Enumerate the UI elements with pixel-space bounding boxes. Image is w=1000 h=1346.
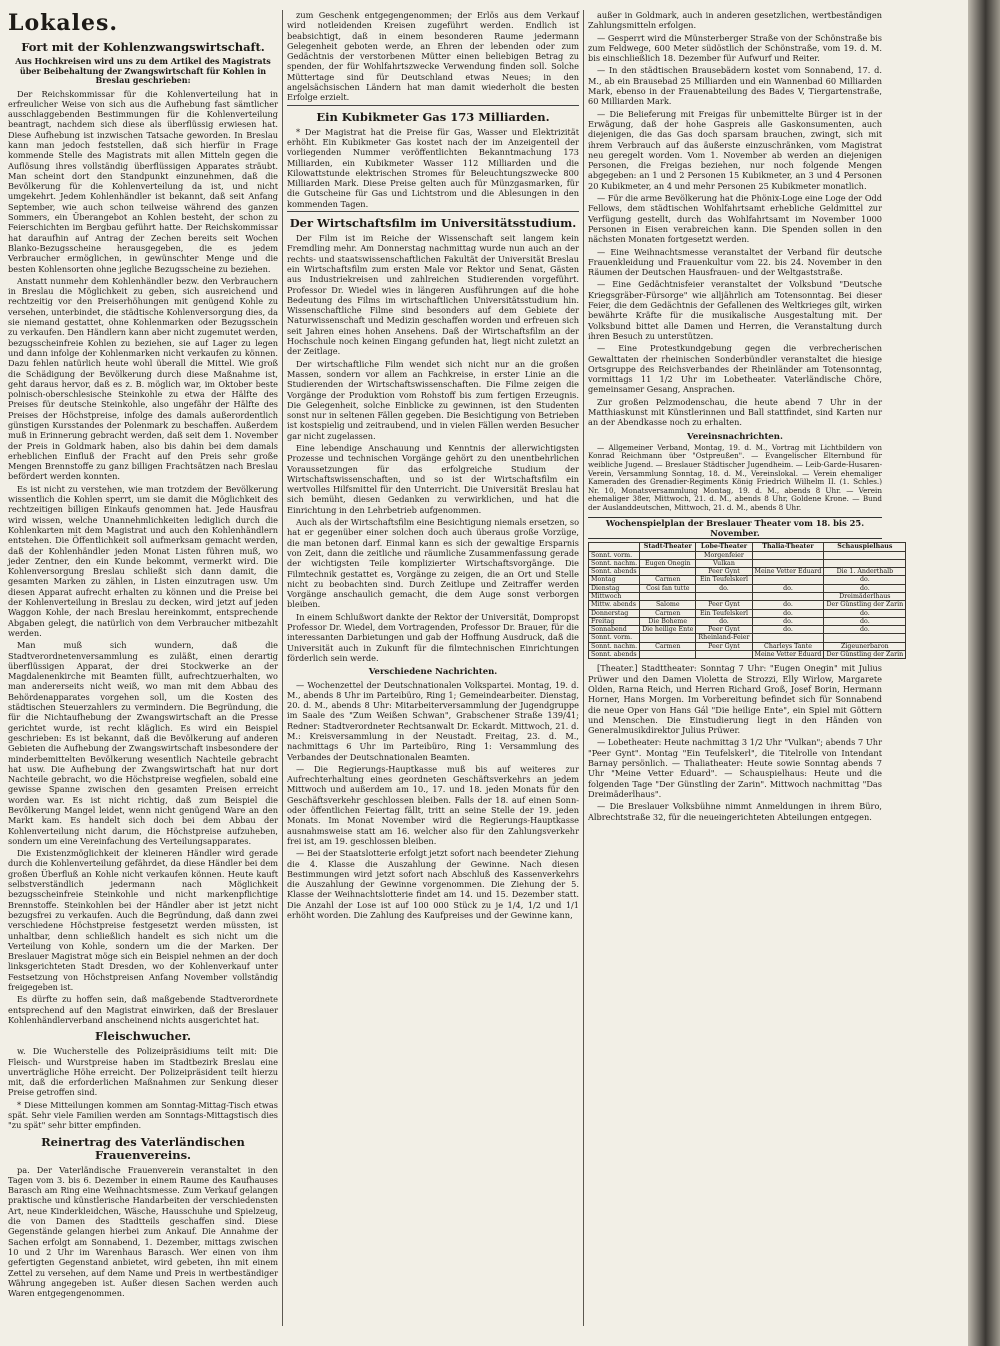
schedule-cell xyxy=(640,651,696,659)
schedule-cell: Peer Gynt xyxy=(696,568,752,576)
table-header-cell: Thalia-Theater xyxy=(752,543,824,551)
article-paragraph: pa. Der Vaterländische Frauenverein veranstaltet in den Tagen vom 3. bis 6. Dezember in einem Raume des Kaufhauses Barasch am Ring eine Weihnachtsmesse. Zum Verkauf gelangen praktische und künstlerische Handarbeiten der verschiedensten Art, neue Kinderkleidchen, Wäsche, Hausschuhe und Spielzeug, die von Damen des Stadtteils geschaffen sind. Diese Gegenstände gelangen hierbei zum Ankauf. Die Annahme der Sachen erfolgt am Sonnabend, 1. Dezember, mittags zwischen 10 und 2 Uhr im Warenhaus Barasch. Wer einen von ihm gefertigten Gegenstand anbietet, wird gebeten, ihn mit einem Zettel zu versehen, auf dem Name und Preis in wertbeständiger Währung angegeben ist. Außer diesen Sachen werden auch Waren entgegengenommen. xyxy=(8,1164,278,1299)
table-row xyxy=(589,642,906,650)
column-rule xyxy=(282,10,283,1326)
article-headline: Reinertrag des Vaterländischen Frauenvereins. xyxy=(41,1134,245,1162)
table-header-cell: Schauspielhaus xyxy=(824,543,906,551)
table-header-cell: Lobe-Theater xyxy=(696,543,752,551)
schedule-day-cell: Sonnt. nachm. xyxy=(589,642,640,650)
news-item: außer in Goldmark, auch in anderen gesetzlichen, wertbeständigen Zahlungsmitteln erfolgen. xyxy=(588,10,882,31)
schedule-cell: Eugen Onegin xyxy=(640,559,696,567)
table-header-cell: Stadt-Theater xyxy=(640,543,696,551)
column-rule xyxy=(583,10,584,1326)
club-notices: — Allgemeiner Verband, Montag, 19. d. M., Vortrag mit Lichtbildern von Konrad Reichmann über "Ostpreußen". — Evangelischer Elternbund für weibliche Jugend. — Breslauer Städtischer Jugendheim. — Leib-Garde-Husaren-Verein, Versammlung Sonntag, 18. d. M., Vereinslokal. — Verein ehemaliger Kameraden des Grenadier-Regiments König Friedrich Wilhelm II. (1. Schles.) Nr. 10, Monatsversammlung Montag, 19. d. M., abends 8 Uhr. — Verein ehemaliger 38er, Mittwoch, 21. d. M., abends 8 Uhr, Goldene Krone. — Bund der Auslanddeutschen, Mittwoch, 21. d. M., abends 8 Uhr. xyxy=(588,442,882,513)
schedule-cell: Meine Vetter Eduard xyxy=(752,651,824,659)
schedule-cell: Der Günstling der Zarin xyxy=(824,601,906,609)
news-item: — Für die arme Bevölkerung hat die Phönix-Loge eine Loge der Odd Fellows, dem städtischen Wohlfahrtsamt erhebliche Geldmittel zur Verfügung gestellt, durch das Wohlfahrtsamt im November 1000 Personen in Eisen verabreichen kann. Die Spenden sollen in den nächsten Monaten fortgesetzt werden. xyxy=(588,193,883,245)
table-row xyxy=(589,568,906,576)
schedule-cell xyxy=(824,559,906,567)
news-item: — In den städtischen Brausebädern kostet vom Sonnabend, 17. d. M., ab ein Brausebad 25 Milliarden und ein Wannenbad 60 Milliarden Mark, ebenso in der Frauenabteilung des Bades V, Tiergartenstraße, 60 Milliarden Mark. xyxy=(588,65,882,107)
schedule-cell: Ein Teufelskerl xyxy=(696,576,752,584)
page-binding-edge xyxy=(968,0,1000,1346)
column-2 xyxy=(287,10,579,1326)
schedule-cell: Carmen xyxy=(640,642,696,650)
article-paragraph: Es dürfte zu hoffen sein, daß maßgebende Stadtverordnete entsprechend auf den Magistrat einwirken, daß der Breslauer Kohlenhändlerverband anscheinend nichts ausgerichtet hat. xyxy=(8,994,278,1025)
divider xyxy=(287,211,579,212)
table-row xyxy=(589,626,906,634)
schedule-cell: do. xyxy=(824,617,906,625)
table-row xyxy=(589,559,906,567)
news-item: — Bei der Staatslotterie erfolgt jetzt sofort nach beendeter Ziehung die 4. Klasse die Auszahlung der Gewinne. Nach diesen Bestimmungen wird jetzt sofort nach Abschluß des Kassenverkehrs die Auszahlung der Gewinne vorgenommen. Die Ziehung der 5. Klasse der Weihnachtslotterie findet am 14. und 15. Dezember statt. Die Anzahl der Lose ist auf 100 000 Stück zu je 1/4, 1/2 und 1/1 erhöht worden. Die Zahlung des Kaufpreises und der Gewinne kann, xyxy=(287,848,579,921)
table-header-row xyxy=(589,543,906,551)
schedule-day-cell: Sonnt. vorm. xyxy=(589,551,640,559)
table-row xyxy=(589,601,906,609)
schedule-cell xyxy=(752,593,824,601)
schedule-cell: Cosi fan tutte xyxy=(640,584,696,592)
news-item: — Die Breslauer Volksbühne nimmt Anmeldungen in ihrem Büro, Albrechtstraße 32, für die neueingerichteten Abteilungen entgegen. xyxy=(588,801,882,822)
schedule-cell: do. xyxy=(752,609,824,617)
schedule-cell: Carmen xyxy=(640,609,696,617)
article-lead: Aus Hochkreisen wird uns zu dem Artikel des Magistrats über Beibehaltung der Zwangswirtschaft für Kohlen in Breslau geschrieben: xyxy=(15,56,271,85)
column-3 xyxy=(588,10,904,1326)
table-row xyxy=(589,634,906,642)
table-row xyxy=(589,584,906,592)
theater-schedule-title: Wochenspielplan der Breslauer Theater vom 18. bis 25. November. xyxy=(588,517,882,540)
article-paragraph: w. Die Wucherstelle des Polizeipräsidiums teilt mit: Die Fleisch- und Wurstpreise haben im Stadtbezirk Breslau eine unverträgliche Höhe erreicht. Der Polizeipräsident teilt hierzu mit, daß die erforderlichen Maßnahmen zur Senkung dieser Preise getroffen sind. xyxy=(8,1046,278,1098)
table-row xyxy=(589,593,906,601)
schedule-day-cell: Sonnabend xyxy=(589,626,640,634)
schedule-cell: Morgenfeier xyxy=(696,551,752,559)
schedule-cell: Salome xyxy=(640,601,696,609)
article-paragraph: Man muß sich wundern, daß die Stadtverordnetenversammlung es zuläßt, einen derartig überflüssigen Apparat, der drei Stockwerke an der Magdalenenkirche mit Beamten füllt, aufrechtzuerhalten, wo man andererseits nicht weiß, wo man mit dem Abbau des Behördenapparates vorgehen soll, um die Kosten des städtischen Steuerzahlers zu vermindern. Die Begründung, die für die Nichtaufhebung der Zwangswirtschaft an die Presse gerichtet wurde, ist recht kläglich. Es wird ein Beispiel geschrieben: Es ist bekannt, daß die Bevölkerung auf anderen Gebieten die Aufhebung der Zwangswirtschaft insbesondere der minderbemittelten Bevölkerung wesentlich Nachteile gebracht hat usw. Die Aufhebung der Zwangswirtschaft hat nur dort Nachteile gebracht, wo die Höchstpreise wegfielen, sobald eine gewisse Spanne zwischen den gesamten Preisen erreicht worden war. Es ist nicht richtig, daß zum Beispiel die Bevölkerung Mangel leidet, wenn nicht genügend Ware an den Markt kam. Es handelt sich doch bei dem Abbau der Kohlenverteilung nicht darum, die Höchstpreise aufzuheben, sondern um eine Vereinfachung des Verteilungsapparates. xyxy=(8,640,278,846)
schedule-cell xyxy=(752,551,824,559)
article-paragraph: Eine lebendige Anschauung und Kenntnis der allerwichtigsten Prozesse und technischen Vorgänge gehört zu den unentbehrlichen Voraussetzungen für das erfolgreiche Studium der Wirtschaftswissenschaften, und so ist der Wirtschaftsfilm ein wertvolles Hilfsmittel für den Unterricht. Die Universität Breslau hat sich bemüht, diesen Gedanken zu verwirklichen, und hat die Einrichtung in den Lehrbetrieb aufgenommen. xyxy=(287,442,579,515)
schedule-day-cell: Montag xyxy=(589,576,640,584)
news-item: — Eine Protestkundgebung gegen die verbrecherischen Gewalttaten der rheinischen Sonderbündler veranstaltet die hiesige Ortsgruppe des Reichsverbandes der Rheinländer am Totensonntag, vormittags 11 1/2 Uhr im Lobetheater. Vaterländische Chöre, gemeinsamer Gesang, Ansprachen. xyxy=(588,343,882,395)
news-item: — Die Belieferung mit Freigas für unbemittelte Bürger ist in der Erwägung, daß der hohe Gaspreis alle Gaskonsumenten, auch diejenigen, die das Gas doch sparsam brauchen, zwingt, sich mit ihrem Verbrauch auf das äußerste einzuschränken, vom Magistrat neu geregelt worden. Vom 1. November ab werden an diejenigen Personen, die Freigas beziehen, nur noch folgende Mengen abgegeben: an 1 und 2 Personen 15 Kubikmeter, an 3 und 4 Personen 20 Kubikmeter, an 4 und mehr Personen 25 Kubikmeter monatlich. xyxy=(588,108,882,191)
theater-schedule-table xyxy=(588,542,906,659)
article-paragraph: Der Reichskommissar für die Kohlenverteilung hat in erfreulicher Weise von sich aus die Aufhebung fast sämtlicher ausschlaggebenden Bestimmungen für die Kohlenverteilung beantragt, nachdem sich diese als überflüssig erwiesen hat. Diese Aufhebung ist inzwischen Tatsache geworden. In Breslau kann man jedoch feststellen, daß sich hierfür in Frage kommende Stelle des Magistrats mit allen Mitteln gegen die Auflösung ihres vollständig überflüssigen Apparates sträubt. Man scheint dort den Standpunkt einzunehmen, daß die Bevölkerung für die Kohlenverteilung da ist, und nicht umgekehrt. Jedem Kohlenhändler ist bekannt, daß seit Anfang September, wie auch schon teilweise während des ganzen Sommers, ein Überangebot an Kohlen besteht, der schon zu Feierschichten im Bergbau geführt hatte. Der Reichskommissar hat daraufhin auf Antrag der Zechen bereits seit Wochen Blanko-Bezugsscheine herausgegeben, die es jedem Verbraucher ermöglichen, in gewünschter Menge und die besten Kohlensorten ohne jegliche Bezugsscheine zu beziehen. xyxy=(8,88,278,274)
schedule-cell xyxy=(752,634,824,642)
schedule-cell: Vulkan xyxy=(696,559,752,567)
schedule-day-cell: Mittw. abends xyxy=(589,601,640,609)
column-1 xyxy=(8,10,278,1326)
schedule-cell: Der Günstling der Zarin xyxy=(824,651,906,659)
schedule-cell: do. xyxy=(824,576,906,584)
schedule-cell: Rheinland-Feier xyxy=(696,634,752,642)
news-item: — Lobetheater: Heute nachmittag 3 1/2 Uhr "Vulkan"; abends 7 Uhr "Peer Gynt". Montag "Ein Teufelskerl", die Titelrolle von Intendant Barnay persönlich. — Thaliatheater: Heute sowie Sonntag abends 7 Uhr "Meine Vetter Eduard". — Schauspielhaus: Heute und die folgenden Tage "Der Günstling der Zarin". Mittwoch nachmittag "Das Dreimäderlhaus". xyxy=(588,737,882,799)
article-paragraph: Es ist nicht zu verstehen, wie man trotzdem der Bevölkerung wissentlich die Kohlen sperrt, um sie damit die Möglichkeit des rechtzeitigen billigen Einkaufs genommen hat. Jede Hausfrau wird wissen, welche Unannehmlichkeiten lediglich durch die Kohlenkarten mit dem Magistrat und auch den Kohlenhändlern entstehen. Die Öffentlichkeit soll aufmerksam gemacht werden, daß der Kohlenhändler jeden Monat Listen führen muß, wo jeder Zentner, den ein Kunde bekommt, vermerkt wird. Die Kohlenversorgung Breslau schließt sich dann damit, die gesamten Marken zu zählen, in Listen einzutragen usw. Um diesen Apparat aufrecht erhalten zu können und die Preise bei der Kohlenverteilung in Breslau zu decken, wird jetzt auf jeden Waggon Kohle, der nach Breslau hereinkommt, entsprechende Abgaben gelegt, die natürlich von dem Verbraucher mitbezahlt werden. xyxy=(8,483,278,638)
section-subheading: Verschiedene Nachrichten. xyxy=(368,667,498,678)
schedule-cell: do. xyxy=(824,609,906,617)
news-item: — Eine Weihnachtsmesse veranstaltet der Verband für deutsche Frauenkleidung und Frauenkultur vom 22. bis 24. November in den Räumen der Deutschen Hausfrauen- und der Weltgaststraße. xyxy=(588,246,882,278)
table-header-cell xyxy=(589,543,640,551)
schedule-day-cell: Sonnt. nachm. xyxy=(589,559,640,567)
news-item: — Gesperrt wird die Münsterberger Straße von der Schönstraße bis zum Feldwege, 600 Meter südöstlich der Schönstraße, vom 19. d. M. bis einschließlich 18. Dezember für Aufwurf und Reiter. xyxy=(588,32,882,64)
article-paragraph: Die Existenzmöglichkeit der kleineren Händler wird gerade durch die Kohlenverteilung gefährdet, da diese Händler bei dem großen Überfluß an Kohle nicht verkaufen können. Heute kauft selbstverständlich jedermann nach Möglichkeit bezugsscheinfreie Steinkohle und nicht markenpflichtige Brennstoffe. Steinkohlen bei der Händler aber ist jetzt nicht bezugsfrei zu verkaufen. Auch die Begründung, daß dann zwei verschiedene Höchstpreise festgesetzt werden müssten, ist unhaltbar, denn schließlich handelt es sich nicht um die Verteilung von Kohle, sondern um die der Marken. Der Breslauer Magistrat möge sich ein Beispiel nehmen an der doch linksgerichteten Stadt Dresden, wo der Kohlenverkauf unter Festsetzung von Höchstpreisen Anfang November vollständig freigegeben ist. xyxy=(8,848,278,993)
schedule-cell: do. xyxy=(696,617,752,625)
schedule-cell: Die Boheme xyxy=(640,617,696,625)
schedule-cell xyxy=(696,593,752,601)
schedule-cell xyxy=(640,634,696,642)
schedule-cell: Meine Vetter Eduard xyxy=(752,568,824,576)
schedule-cell xyxy=(752,559,824,567)
schedule-day-cell: Dienstag xyxy=(589,584,640,592)
schedule-cell: do. xyxy=(752,617,824,625)
article-paragraph: Anstatt nunmehr dem Kohlenhändler bezw. den Verbrauchern in Breslau die Möglichkeit zu geben, sich ausreichend und rechtzeitig vor den Preiserhöhungen mit genügend Kohle zu versehen, unterbindet, die städtische Kohlenversorgung dies, da sie niemand gestattet, ohne Kohlenmarken oder Bezugsschein zu verkaufen. Den Händlern kann aber nicht zugemutet werden, bezugsscheinfreie Kohlen zu beziehen, sie auf Lager zu legen und dann infolge der Kohlenmarken nicht verkaufen zu können. Dazu fehlen natürlich heute wohl überall die Mittel. Wie groß die Schädigung der Bevölkerung durch diese Maßnahme ist, geht daraus hervor, daß es z. B. möglich war, im Oktober beste polnisch-oberschlesische Steinkohle zu etwa der Hälfte des Preises für deutsche Steinkohle, also ungefähr der Hälfte des Preises der Höchstpreise, infolge des damals außerordentlich günstigen Kursstandes der Polenmark zu beschaffen. Außerdem muß in Erinnerung gebracht werden, daß seit dem 1. November der Preis in Goldmark haben, also bis dahin bei dem damals erheblichen Einfluß der Fracht auf den Preis sehr große Mengen Brennstoffe zu ganz billigen Frachtsätzen nach Breslau befördert werden konnten. xyxy=(8,275,278,482)
schedule-day-cell: Sonnt. vorm. xyxy=(589,634,640,642)
schedule-cell: Dreimäderlhaus xyxy=(824,593,906,601)
schedule-cell xyxy=(824,551,906,559)
schedule-day-cell: Donnerstag xyxy=(589,609,640,617)
article-headline: Ein Kubikmeter Gas 173 Milliarden. xyxy=(316,109,550,124)
divider xyxy=(287,105,579,106)
schedule-cell: Die 1. Anderthalb xyxy=(824,568,906,576)
article-paragraph: Der wirtschaftliche Film wendet sich nicht nur an die großen Massen, sondern vor allem an Fachkreise, in erster Linie an die Studierenden der Wirtschaftswissenschaften. Die Filme zeigen die Vorgänge der Produktion vom Rohstoff bis zum fertigen Erzeugnis. Die Gelegenheit, solche Einblicke zu gewinnen, ist den Studenten sonst nur in seltenen Fällen gegeben. Die Besichtigung von Betrieben ist kostspielig und zeitraubend, und in vielen Fällen werden Besucher gar nicht zugelassen. xyxy=(287,358,579,441)
schedule-cell: do. xyxy=(752,584,824,592)
schedule-cell xyxy=(696,651,752,659)
schedule-cell: do. xyxy=(824,584,906,592)
schedule-day-cell: Mittwoch xyxy=(589,593,640,601)
schedule-cell: Die heilige Ente xyxy=(640,626,696,634)
article-paragraph: Der Film ist im Reiche der Wissenschaft seit langem kein Fremdling mehr. Am Donnerstag nachmittag wurde nun auch an der rechts- und staatswissenschaftlichen Fakultät der Universität Breslau ein Wirtschaftsfilm zum ersten Male vor Rektor und Senat, Gästen aus Industriekreisen und zahlreichen Studierenden vorgeführt. Professor Dr. Wiedel wies in längeren Ausführungen auf die hohe Bedeutung des Films im wirtschaftlichen Universitätsstudium hin. Wissenschaftliche Filme sind besonders auf dem Gebiete der Naturwissenschaft und Medizin geschaffen worden und erfreuen sich seit Jahren eines hohen Ansehens. Daß der Wirtschaftsfilm an der Hochschule noch keinen Eingang gefunden hat, liegt nicht zuletzt an der Zeitlage. xyxy=(287,233,579,357)
schedule-cell: do. xyxy=(824,626,906,634)
schedule-cell: Ein Teufelskerl xyxy=(696,609,752,617)
schedule-cell: Peer Gynt xyxy=(696,626,752,634)
article-paragraph: zum Geschenk entgegengenommen; der Erlös aus dem Verkauf wird notleidenden Kreisen zugeführt werden. Endlich ist beabsichtigt, daß in einem besonderen Raume jedermann Gelegenheit geboten werde, an Ehren der lebenden oder zum Gedächtnis der verstorbenen Mütter einen beliebigen Betrag zu spenden, der für Wohlfahrtszwecke Verwendung finden soll. Solche Müttertage sind für Deutschland etwas Neues; in den angelsächsischen Ländern hat man damit wiederholt die besten Erfolge erzielt. xyxy=(287,10,579,103)
schedule-cell: Carmen xyxy=(640,576,696,584)
article-headline: Fleischwucher. xyxy=(94,1029,191,1044)
schedule-cell xyxy=(752,576,824,584)
schedule-cell: do. xyxy=(696,584,752,592)
news-item: — Wochenzettel der Deutschnationalen Volkspartei. Montag, 19. d. M., abends 8 Uhr im Parteibüro, Ring 1; Gemeindearbeiter. Dienstag, 20. d. M., abends 8 Uhr: Mitarbeiterversammlung der Jugendgruppe im Saale des "Zum Weißen Schwan", Grabschener Straße 139/41; Redner: Stadtverordneter Rechtsanwalt Dr. Eckardt. Mittwoch, 21. d. M.: Kreisversammlung in der Neustadt. Freitag, 23. d. M., nachmittags 6 Uhr im Parteibüro, Ring 1: Versammlung des Verbandes der Deutschnationalen Beamten. xyxy=(287,679,579,762)
article-headline: Fort mit der Kohlenzwangswirtschaft. xyxy=(21,40,265,54)
schedule-day-cell: Freitag xyxy=(589,617,640,625)
schedule-cell: Peer Gynt xyxy=(696,601,752,609)
section-subheading: Vereinsnachrichten. xyxy=(687,431,783,442)
news-item: — Eine Gedächtnisfeier veranstaltet der Volksbund "Deutsche Kriegsgräber-Fürsorge" wie alljährlich am Totensonntag. Bei dieser Feier, die dem Gedächtnis der Gefallenen des Weltkrieges gilt, wirken bewährte Kräfte für die musikalische Ausgestaltung mit. Der Volksbund bittet alle Damen und Herren, die Veranstaltung durch ihren Besuch zu unterstützen. xyxy=(588,279,882,341)
table-row xyxy=(589,617,906,625)
schedule-cell xyxy=(640,593,696,601)
news-item: [Theater.] Stadttheater: Sonntag 7 Uhr: "Eugen Onegin" mit Julius Prüwer und den Damen Violetta de Strozzi, Elly Wirlow, Margarete Olden, Rarna Reich, und Herren Richard Groß, Josef Borin, Hermann Horner, Hans Morgen. Im Vorbereitung befindet sich für Sonnabend die neue Oper von Hans Gál "Die heilige Ente", ein Spiel mit Göttern und Menschen. Die Einstudierung liegt in den Händen von Generalmusikdirektor Julius Prüwer. xyxy=(588,663,882,736)
article-paragraph: * Diese Mitteilungen kommen am Sonntag-Mittag-Tisch etwas spät. Sehr viele Familien werden am Sonntags-Mittagstisch dies "zu spät" sehr bitter empfinden. xyxy=(8,1099,278,1131)
schedule-cell: Charleys Tante xyxy=(752,642,824,650)
schedule-cell: Peer Gynt xyxy=(696,642,752,650)
schedule-cell xyxy=(640,568,696,576)
schedule-day-cell: Sonnt. abends xyxy=(589,568,640,576)
news-item: Zur großen Pelzmodenschau, die heute abend 7 Uhr in der Matthiaskunst mit Künstlerinnen und Ball stattfindet, sind Karten nur an der Abendkasse noch zu erhalten. xyxy=(588,396,882,428)
schedule-cell: do. xyxy=(752,626,824,634)
schedule-cell xyxy=(640,551,696,559)
table-row xyxy=(589,576,906,584)
table-row xyxy=(589,551,906,559)
schedule-cell: Zigeunerbaron xyxy=(824,642,906,650)
article-headline: Der Wirtschaftsfilm im Universitätsstudium. xyxy=(289,216,577,231)
article-paragraph: Auch als der Wirtschaftsfilm eine Besichtigung niemals ersetzen, so hat er gegenüber einer solchen doch auch überaus große Vorzüge, die man betonen darf. Einmal kann es sich der gewaltige Ersparnis von Zeit, dann die zeitliche und räumliche Zusammenfassung gerade der wichtigsten Teile komplizierter Wirtschaftsvorgänge. Die Filmtechnik gestattet es, Vorgänge zu zeigen, die an Ort und Stelle nicht zu beobachten sind. Durch Zeitlupe und Zeitraffer werden Vorgänge anschaulich gemacht, die dem Auge sonst verborgen bleiben. xyxy=(287,517,579,610)
table-body xyxy=(589,551,906,659)
news-item: — Die Regierungs-Hauptkasse muß bis auf weiteres zur Aufrechterhaltung eines geordneten Geschäftsverkehrs an jedem Mittwoch und außerdem am 10., 17. und 18. jeden Monats für den Geschäftsverkehr geschlossen bleiben. Falls der 18. auf einen Sonn- oder öffentlichen Feiertag fällt, tritt an seine Stelle der 19. jeden Monats. Im Monat November wird die Regierungs-Hauptkasse ausnahmsweise statt am 16. welcher also für den Zahlungsverkehr frei ist, am 19. geschlossen bleiben. xyxy=(287,763,579,846)
schedule-cell xyxy=(824,634,906,642)
section-masthead: Lokales. xyxy=(8,10,119,36)
table-row xyxy=(589,609,906,617)
article-paragraph: * Der Magistrat hat die Preise für Gas, Wasser und Elektrizität erhöht. Ein Kubikmeter Gas kostet nach der im Anzeigenteil der vorliegenden Nummer veröffentlichten Bekanntmachung 173 Milliarden, ein Kubikmeter Wasser 112 Milliarden und die Kilowattstunde elektrischen Stromes für Beleuchtungszwecke 800 Milliarden Mark. Diese Preise gelten auch für Münzgasmarken, für die Gutscheine für Gas und Lichtstrom und die Ablesungen in den kommenden Tagen. xyxy=(287,126,579,209)
schedule-cell: do. xyxy=(752,601,824,609)
schedule-day-cell: Sonnt. abends xyxy=(589,651,640,659)
table-row xyxy=(589,651,906,659)
article-paragraph: In einem Schlußwort dankte der Rektor der Universität, Dompropst Professor Dr. Wiedel, dem Vortragenden, Professor Dr. Brauer, für die interessanten Darbietungen und gab der Hoffnung Ausdruck, daß die Universität auch in Zukunft für die filmtechnischen Einrichtungen förderlich sein werde. xyxy=(287,611,579,663)
